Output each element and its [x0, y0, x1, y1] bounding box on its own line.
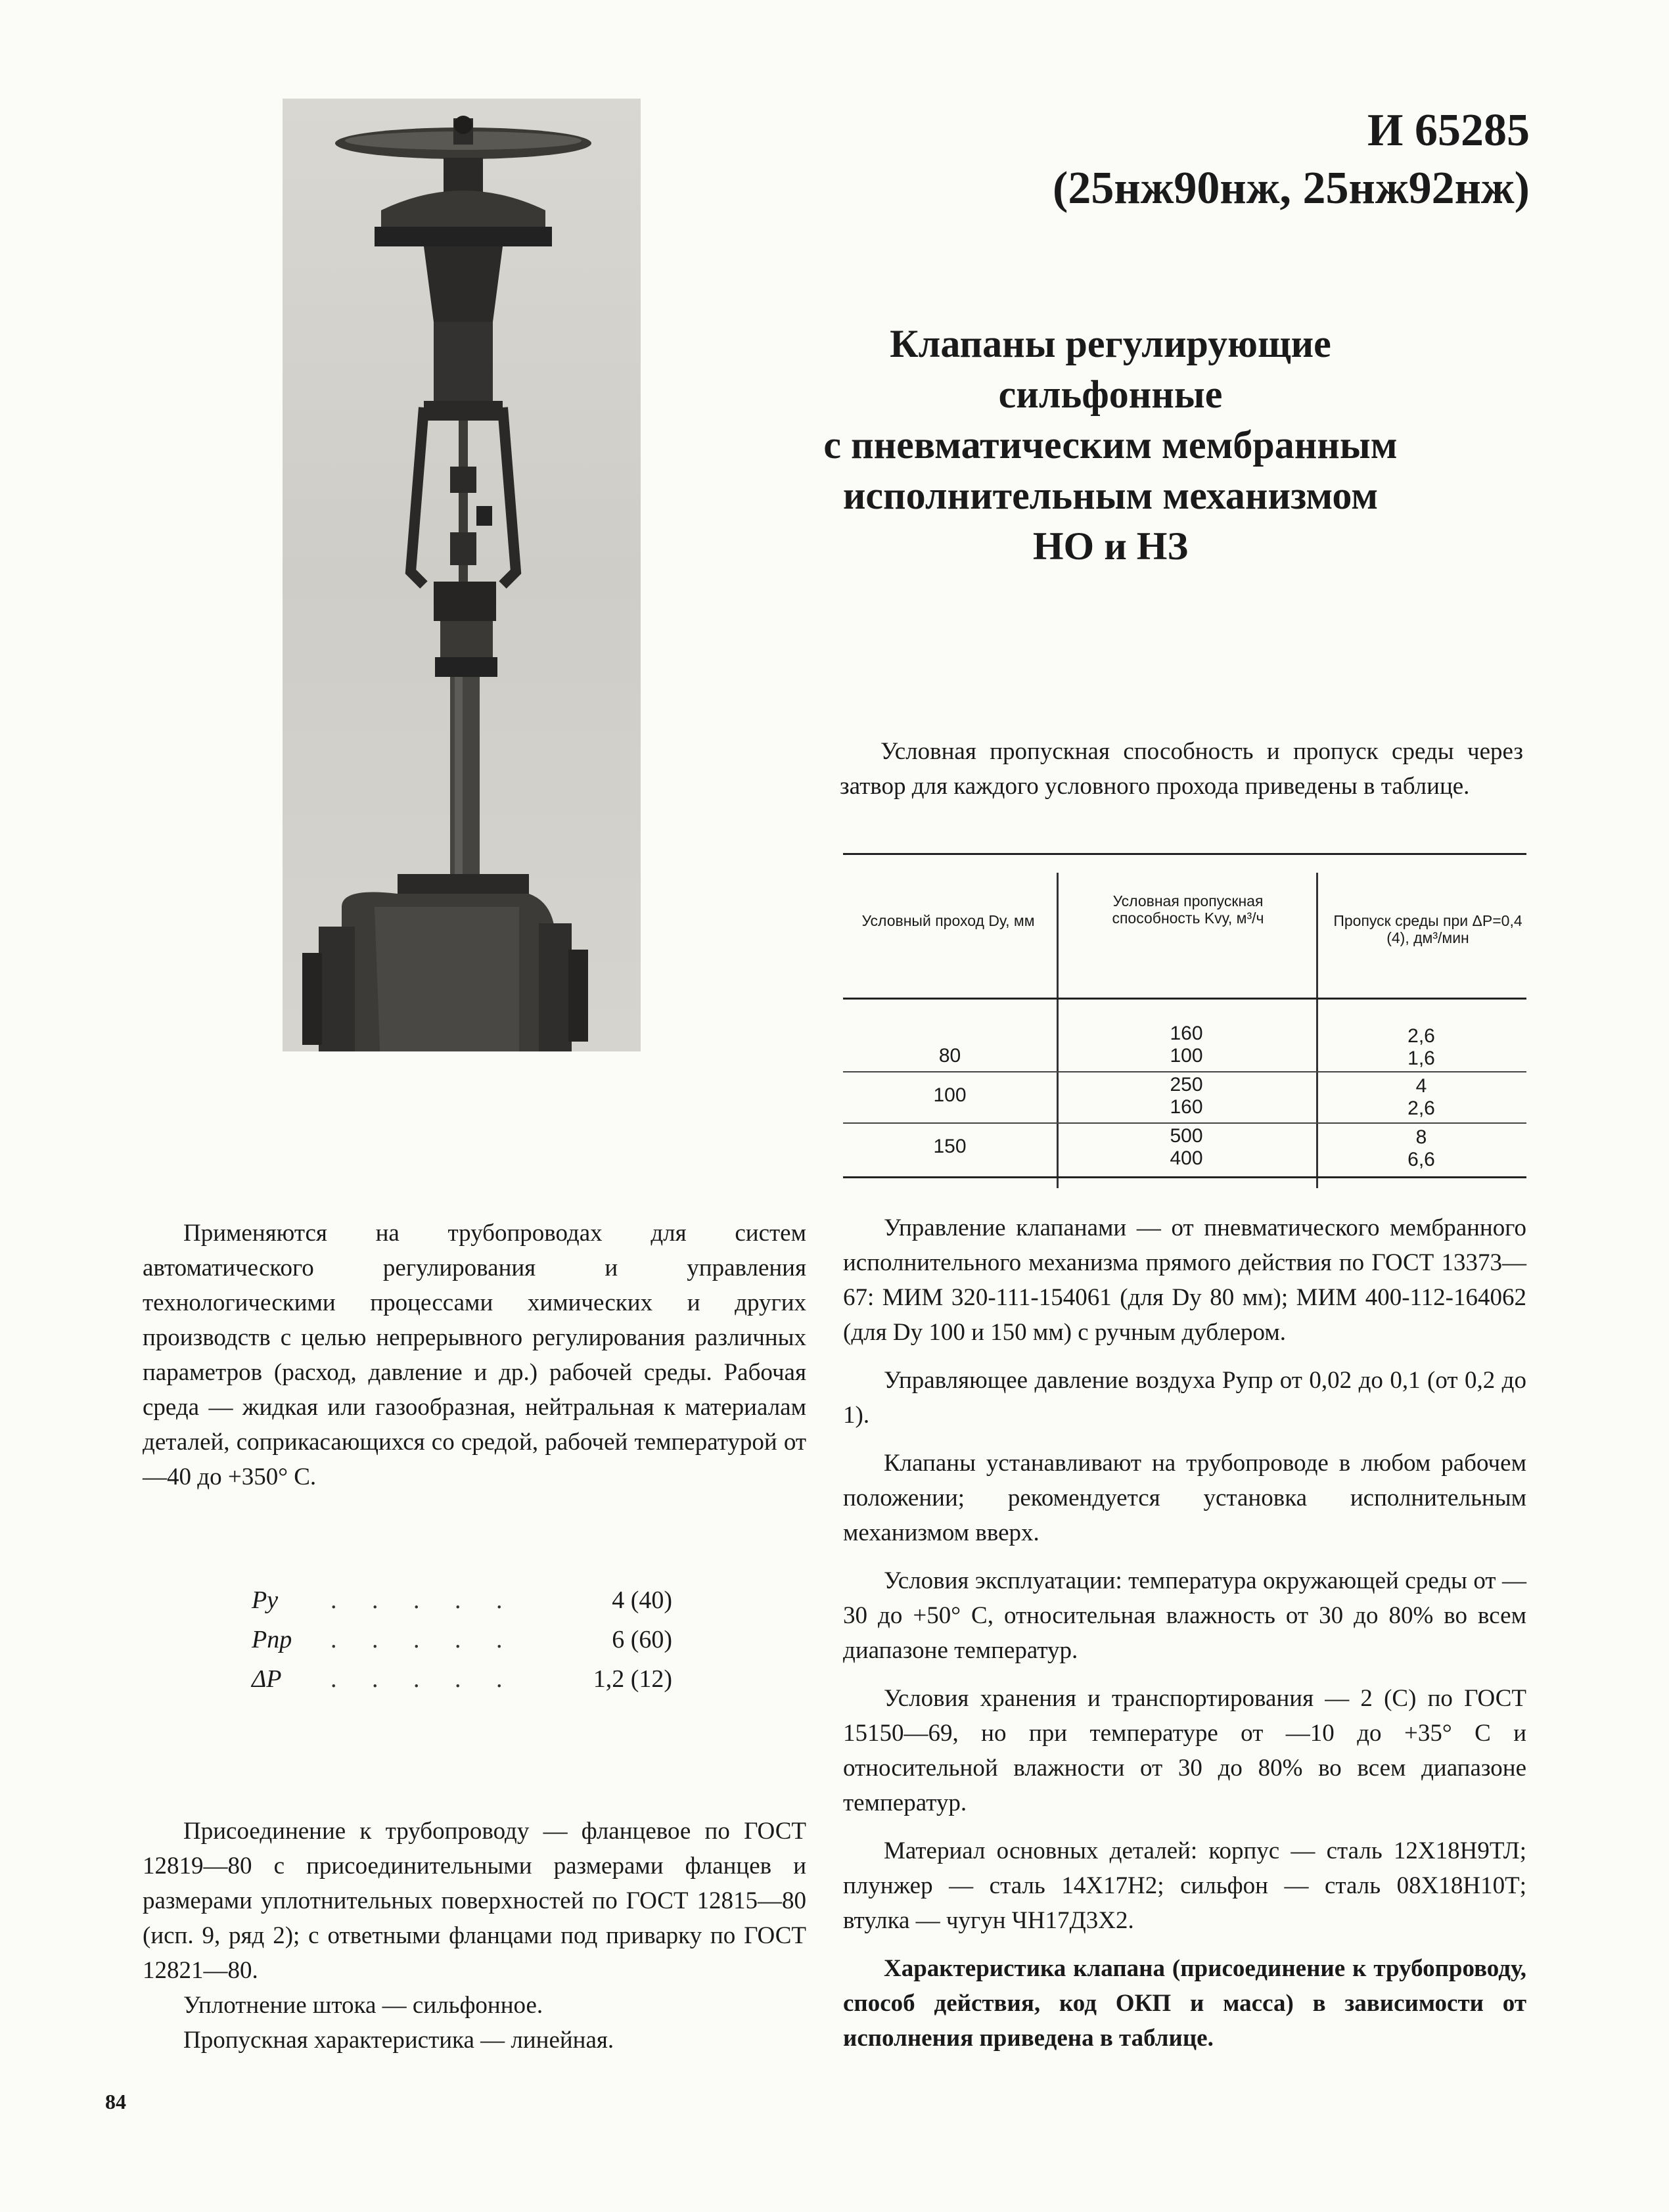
- table-header-dn: Условный проход Dу, мм: [861, 912, 1035, 929]
- control-text: Управление клапанами — от пневматического мембранного исполнительного механизма прямого действия по ГОСТ 13373—67: МИМ 320-111-154061 (для Dу 80 мм); МИМ 400-112-164062 (для Dу 100 и 150 мм) с ручным дублером.: [843, 1214, 1526, 1346]
- intro-text: Условная пропускная способность и пропуск среды через затвор для каждого условного прохода приведены в таблице.: [840, 738, 1523, 800]
- document-variants: (25нж90нж, 25нж92нж): [1053, 163, 1530, 214]
- leader-dots: . . . . .: [331, 1586, 517, 1614]
- table-header-rule: [843, 998, 1526, 1000]
- table-cell-kv: 160: [1170, 1023, 1203, 1044]
- application-text: Применяются на трубопроводах для систем автоматического регулирования и управления технологическими процессами химических и других производств с целью непрерывного регулирования различных параметров (расход, давление и др.) рабочей среды. Рабочая среда — жидкая или газообразная, нейтральная к материалам деталей, соприкасающихся со средой, рабочей температурой от —40 до +350° С.: [143, 1220, 806, 1490]
- table-row-rule: [843, 1071, 1526, 1072]
- characteristic-text: Характеристика клапана (присоединение к трубопроводу, способ действия, код ОКП и масса) в зависимости от исполнения приведена в таблице.: [843, 1955, 1526, 2052]
- table-cell-flow: 1,6: [1407, 1048, 1435, 1069]
- table-cell-dn: 80: [938, 1045, 961, 1067]
- intro-paragraph: [840, 734, 1523, 817]
- title-line: исполнительным механизмом: [842, 474, 1379, 517]
- table-cell-flow: 8: [1415, 1126, 1427, 1148]
- pressure-value: 4 (40): [612, 1586, 672, 1614]
- table-cell-flow: 4: [1415, 1075, 1427, 1097]
- pressure-value: 6 (60): [612, 1626, 672, 1653]
- table-cell-dn: 150: [933, 1136, 967, 1157]
- table-cell-kv: 160: [1170, 1096, 1203, 1118]
- document-code: И 65285: [1367, 105, 1530, 156]
- flow-characteristic-text: Пропускная характеристика — линейная.: [183, 2027, 614, 2054]
- pressure-row: [252, 1580, 672, 1620]
- table-cell-dn: 100: [933, 1084, 967, 1106]
- air-pressure-text: Управляющее давление воздуха Pупр от 0,02 до 0,1 (от 0,2 до 1).: [843, 1367, 1526, 1429]
- title-line: НО и НЗ: [1032, 524, 1189, 568]
- flow-table: [843, 853, 1526, 1195]
- pressure-list: [252, 1580, 672, 1699]
- pressure-value: 1,2 (12): [593, 1665, 672, 1693]
- pressure-symbol: ΔP: [252, 1665, 282, 1693]
- table-row-rule: [843, 1122, 1526, 1124]
- table-top-rule: [843, 853, 1526, 855]
- pressure-row: [252, 1659, 672, 1699]
- table-cell-flow: 2,6: [1407, 1097, 1435, 1119]
- right-column-text: [843, 1210, 1526, 2069]
- document-code-block: [1053, 102, 1530, 218]
- table-cell-flow: 2,6: [1407, 1025, 1435, 1047]
- storage-conditions-text: Условия хранения и транспортирования — 2 (С) по ГОСТ 15150—69, но при температуре от —10 до +35° С и относительной влажности от 30 до 80% во всем диапазоне температур.: [843, 1685, 1526, 1816]
- table-cell-kv: 250: [1170, 1074, 1203, 1095]
- leader-dots: . . . . .: [331, 1665, 517, 1693]
- valve-photo: [283, 99, 641, 1051]
- table-cell-kv: 100: [1170, 1045, 1203, 1067]
- title-line: с пневматическим мембранным: [823, 423, 1398, 467]
- installation-text: Клапаны устанавливают на трубопроводе в любом рабочем положении; рекомендуется установка исполнительным механизмом вверх.: [843, 1450, 1526, 1546]
- leader-dots: . . . . .: [331, 1626, 517, 1653]
- table-cell-kv: 500: [1170, 1125, 1203, 1147]
- table-bottom-rule: [843, 1176, 1526, 1178]
- title-line: Клапаны регулирующие: [890, 322, 1331, 365]
- table-cell-flow: 6,6: [1407, 1149, 1435, 1170]
- pressure-symbol: Pпр: [252, 1626, 292, 1653]
- pressure-row: [252, 1620, 672, 1659]
- pressure-symbol: Pу: [252, 1586, 279, 1614]
- application-paragraph: [143, 1216, 806, 1508]
- connection-section: [143, 1814, 806, 2058]
- valve-illustration: [283, 99, 641, 1051]
- operation-conditions-text: Условия эксплуатации: температура окружающей среды от —30 до +50° С, относительная влажность от 30 до 80% во всем диапазоне температур.: [843, 1567, 1526, 1664]
- stem-seal-text: Уплотнение штока — сильфонное.: [183, 1992, 543, 2019]
- table-cell-kv: 400: [1170, 1147, 1203, 1169]
- table-header-kv: Условная пропускная способность Kvу, м³/ч: [1112, 892, 1264, 927]
- connection-text: Присоединение к трубопроводу — фланцевое по ГОСТ 12819—80 с присоединительными размерами фланцев и размерами уплотнительных поверхностей по ГОСТ 12815—80 (исп. 9, ряд 2); с ответными фланцами под приварку по ГОСТ 12821—80.: [143, 1818, 806, 1984]
- materials-text: Материал основных деталей: корпус — сталь 12Х18Н9ТЛ; плунжер — сталь 14Х17Н2; сильфон — сталь 08Х18Н10Т; втулка — чугун ЧН17Д3Х2.: [843, 1837, 1526, 1934]
- page-title: [762, 319, 1459, 572]
- table-header-flow: Пропуск среды при ΔP=0,4 (4), дм³/мин: [1333, 912, 1522, 946]
- title-line: сильфонные: [998, 373, 1223, 416]
- page-number: 84: [105, 2090, 126, 2113]
